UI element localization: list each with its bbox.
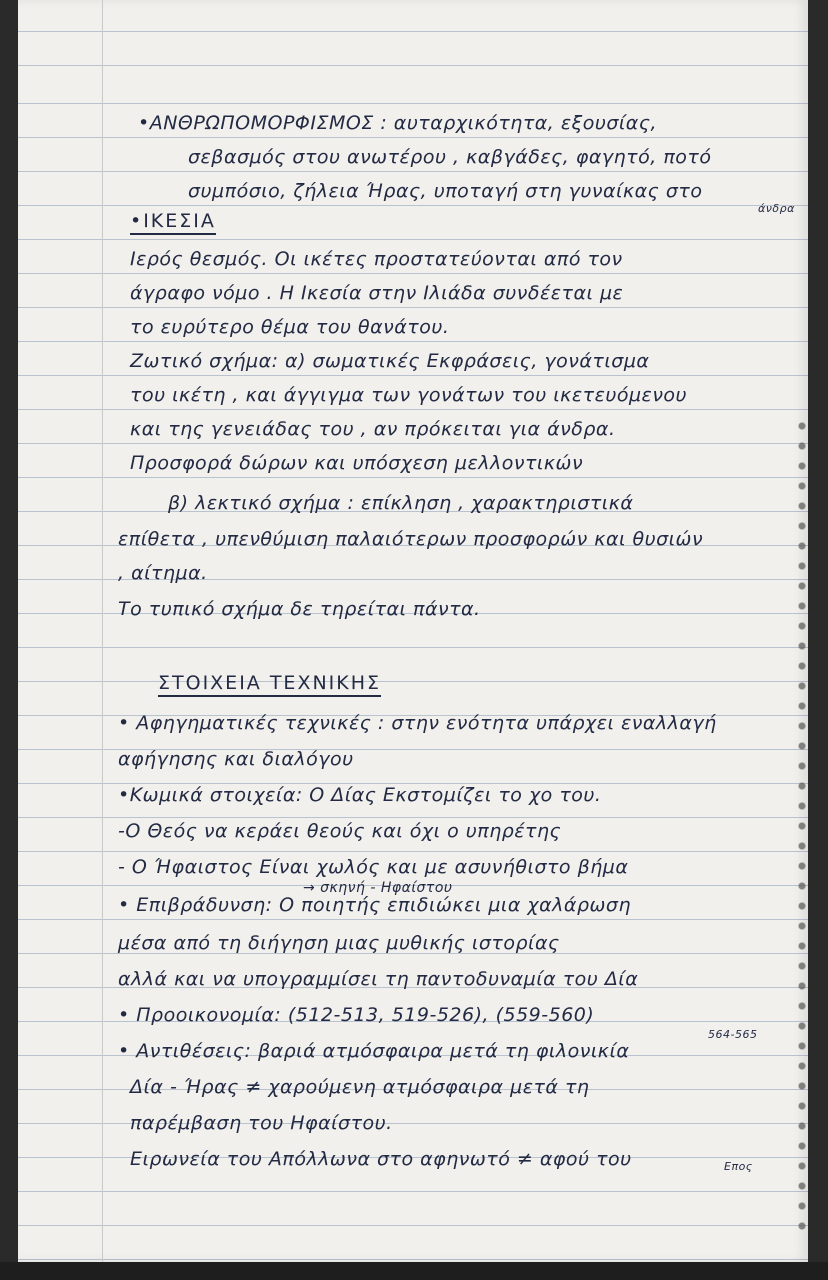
ikesia-line: Το τυπικό σχήμα δε τηρείται πάντα. bbox=[118, 598, 481, 620]
anthropo-line-3: συμπόσιο, ζήλεια Ήρας, υποταγή στη γυναίκας στο bbox=[188, 180, 703, 202]
anthropo-line-3-end: άνδρα bbox=[758, 202, 795, 215]
stoixeia-line: Ειρωνεία του Απόλλωνα στο αφηνωτό ≠ αφού του bbox=[130, 1148, 632, 1170]
stoixeia-line: αφήγησης και διαλόγου bbox=[118, 748, 354, 770]
ikesia-line: Προσφορά δώρων και υπόσχεση μελλοντικών bbox=[130, 452, 584, 474]
ikesia-line: άγραφο νόμο . Η Ικεσία στην Ιλιάδα συνδέεται με bbox=[130, 282, 624, 304]
stoixeia-heading: ΣΤΟΙΧΕΙΑ ΤΕΧΝΙΚΗΣ bbox=[158, 672, 381, 697]
ikesia-line: β) λεκτικό σχήμα : επίκληση , χαρακτηριστικά bbox=[168, 492, 634, 514]
stoixeia-line: αλλά και να υπογραμμίσει τη παντοδυναμία του Δία bbox=[118, 968, 639, 990]
stoixeia-line: Δία - Ήρας ≠ χαρούμενη ατμόσφαιρα μετά τη bbox=[130, 1076, 590, 1098]
ikesia-heading: •ΙΚΕΣΙΑ bbox=[130, 210, 216, 235]
stoixeia-line: •Κωμικά στοιχεία: Ο Δίας Εκστομίζει το χο του. bbox=[118, 784, 602, 806]
ikesia-line: Ζωτικό σχήμα: α) σωματικές Εκφράσεις, γονάτισμα bbox=[130, 350, 650, 372]
stoixeia-line: • Επιβράδυνση: Ο ποιητής επιδιώκει μια χαλάρωση bbox=[118, 894, 632, 916]
anthropo-line-1: •ΑΝΘΡΩΠΟΜΟΡΦΙΣΜΟΣ : αυταρχικότητα, εξουσίας, bbox=[138, 112, 658, 134]
spiral-binding bbox=[796, 420, 808, 1240]
annotation-arrow: → σκηνή - Ηφαίστου bbox=[303, 880, 453, 896]
annotation-range: 564-565 bbox=[708, 1028, 758, 1041]
anthropo-line-2: σεβασμός στου ανωτέρου , καβγάδες, φαγητό, ποτό bbox=[188, 146, 712, 168]
annotation-end: Επος bbox=[724, 1160, 753, 1173]
stoixeia-line: • Αφηγηματικές τεχνικές : στην ενότητα υπάρχει εναλλαγή bbox=[118, 712, 717, 734]
stoixeia-line: - Ο Ήφαιστος Είναι χωλός και με ασυνήθιστο βήμα bbox=[118, 856, 629, 878]
page-bottom-shadow bbox=[0, 1262, 828, 1280]
stoixeia-line: -Ο Θεός να κεράει θεούς και όχι ο υπηρέτης bbox=[118, 820, 562, 842]
ikesia-line: το ευρύτερο θέμα του θανάτου. bbox=[130, 316, 450, 338]
ikesia-line: , αίτημα. bbox=[118, 562, 208, 584]
stoixeia-line: παρέμβαση του Ηφαίστου. bbox=[130, 1112, 393, 1134]
ikesia-line: Ιερός θεσμός. Οι ικέτες προστατεύονται από τον bbox=[130, 248, 623, 270]
ikesia-line: και της γενειάδας του , αν πρόκειται για άνδρα. bbox=[130, 418, 616, 440]
notebook-page bbox=[18, 0, 808, 1262]
stoixeia-line: • Προοικονομία: (512-513, 519-526), (559-560) bbox=[118, 1004, 595, 1026]
ikesia-line: του ικέτη , και άγγιγμα των γονάτων του ικετευόμενου bbox=[130, 384, 688, 406]
stoixeia-line: μέσα από τη διήγηση μιας μυθικής ιστορίας bbox=[118, 932, 560, 954]
stoixeia-line: • Αντιθέσεις: βαριά ατμόσφαιρα μετά τη φιλονικία bbox=[118, 1040, 630, 1062]
margin-line bbox=[102, 0, 103, 1262]
ikesia-line: επίθετα , υπενθύμιση παλαιότερων προσφορών και θυσιών bbox=[118, 528, 704, 550]
